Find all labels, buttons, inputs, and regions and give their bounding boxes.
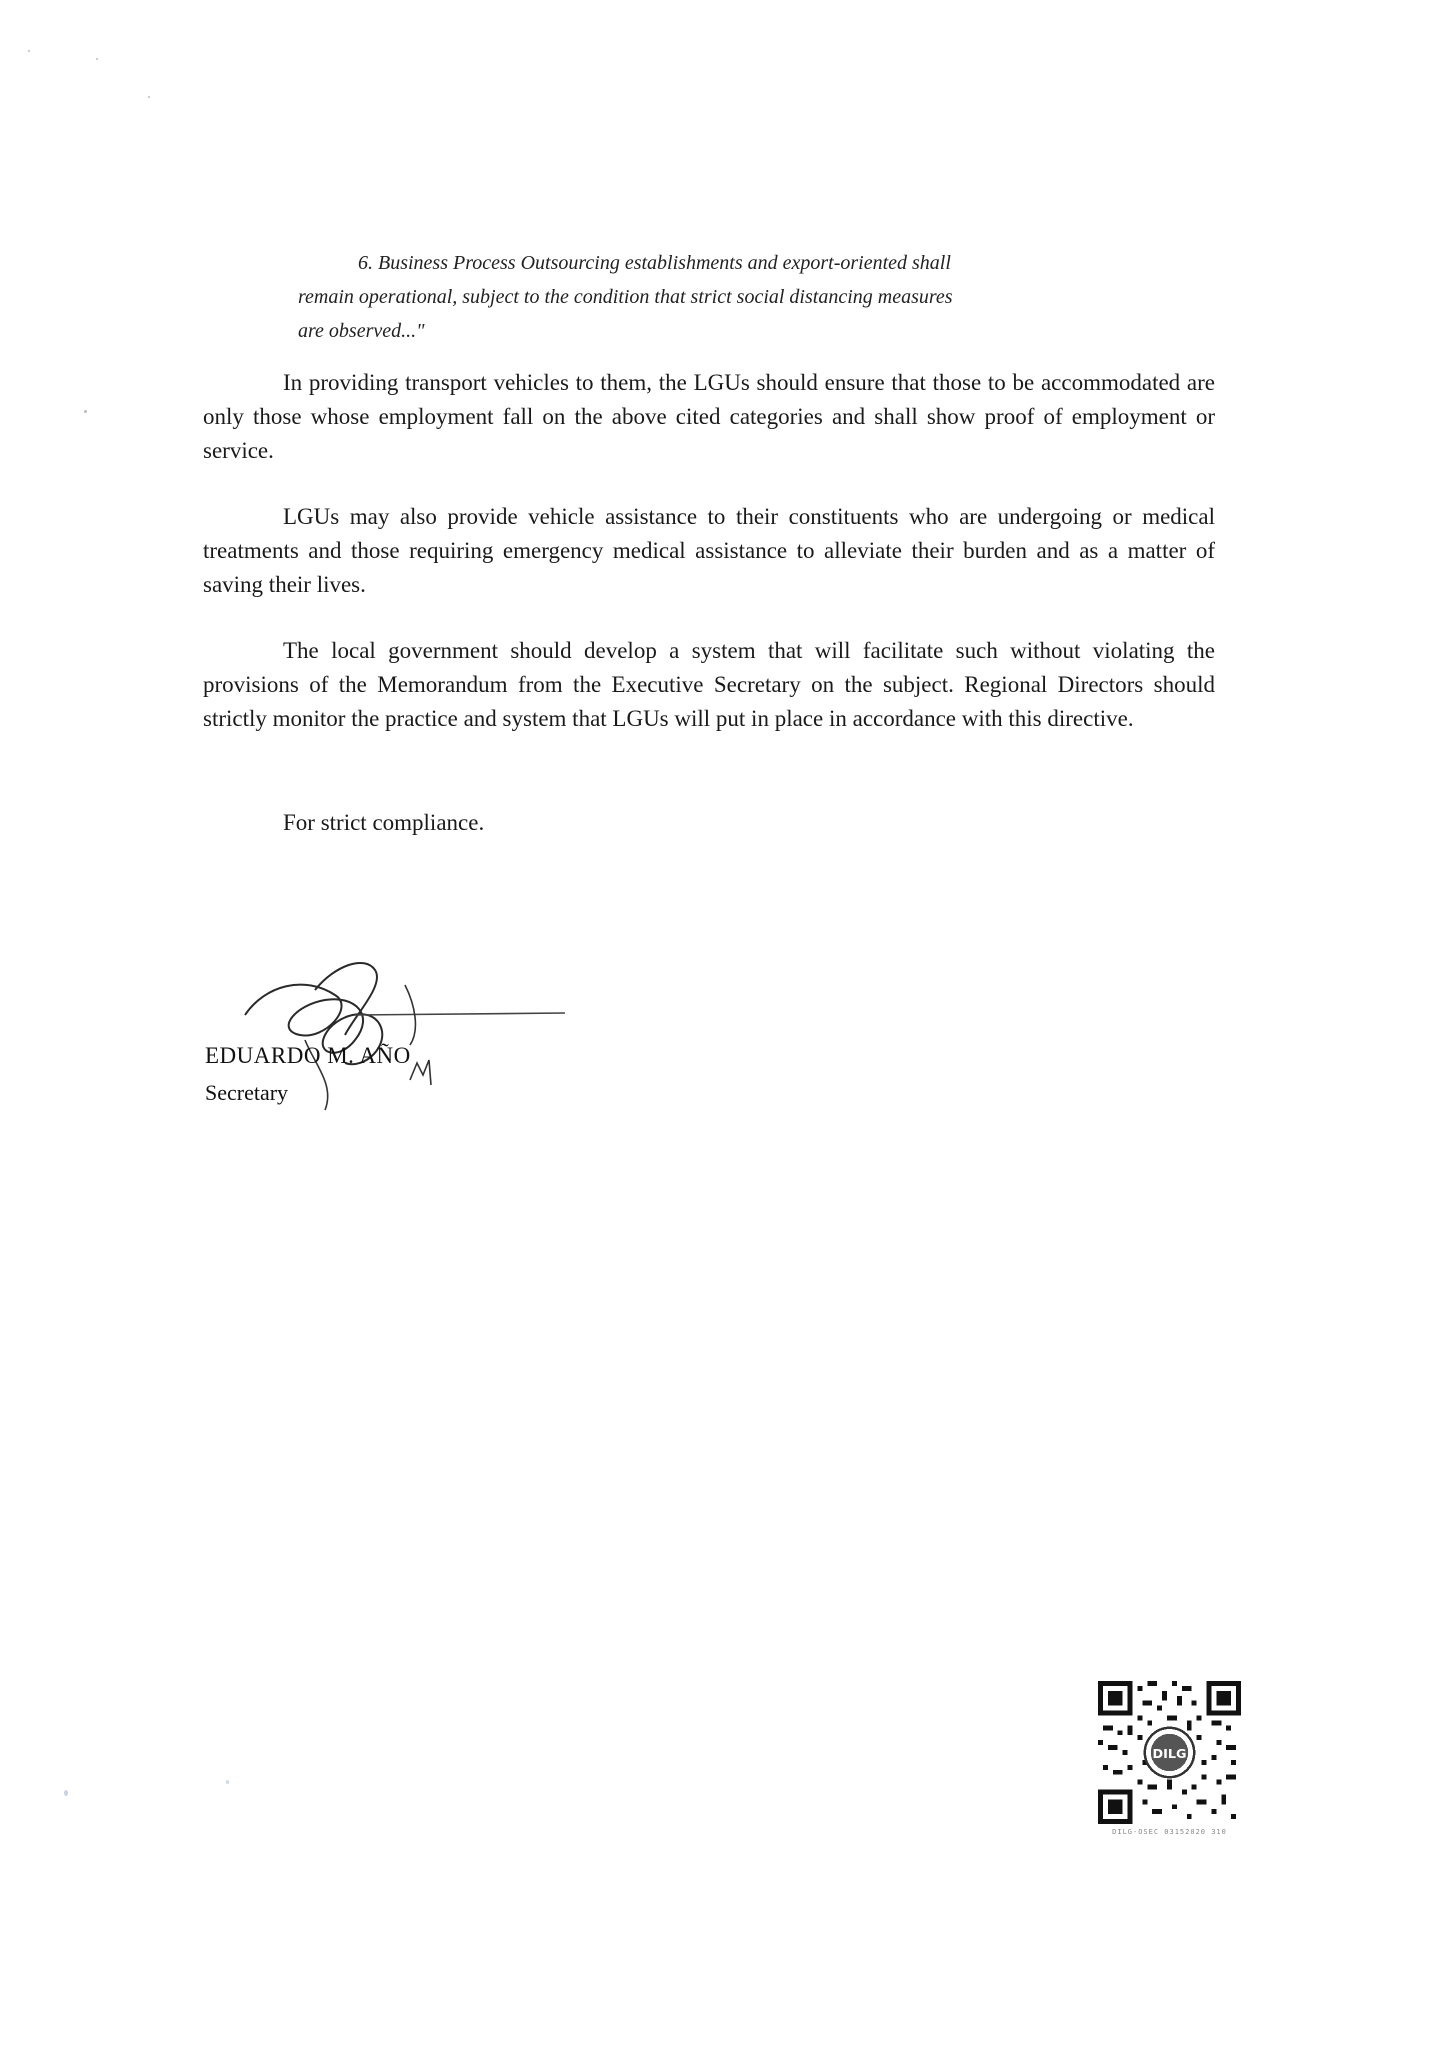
paragraph-text: The local government should develop a system that will facilitate such without violating the provisions of the Memorandum from the Executive Secretary on the subject. Regional Directors should strictly monitor the practice and system that LGUs will put in place in accordance with this directive. bbox=[203, 638, 1215, 731]
scan-speck bbox=[64, 1790, 68, 1796]
paragraph-text: In providing transport vehicles to them, the LGUs should ensure that those to be accommodated are only those whose employment fall on the above cited categories and shall show proof of employment or service. bbox=[203, 370, 1215, 463]
scan-speck bbox=[148, 96, 150, 98]
paragraph bbox=[203, 500, 1215, 602]
qr-logo-text: DILG bbox=[1152, 1746, 1187, 1762]
qr-code bbox=[1098, 1681, 1241, 1824]
paragraph bbox=[203, 366, 1215, 468]
qr-caption: DILG-OSEC 03152020 310 bbox=[1112, 1828, 1227, 1836]
closing-line: For strict compliance. bbox=[283, 810, 485, 835]
signatory-title: Secretary bbox=[205, 1080, 289, 1105]
scan-speck bbox=[226, 1780, 229, 1784]
scan-speck bbox=[28, 50, 30, 52]
scan-speck bbox=[96, 58, 98, 60]
quote-line: 6. Business Process Outsourcing establishments and export-oriented shall bbox=[358, 252, 951, 274]
quoted-excerpt bbox=[298, 246, 1078, 348]
quote-line: remain operational, subject to the condition that strict social distancing measures bbox=[298, 286, 953, 308]
quote-line: are observed..." bbox=[298, 320, 425, 342]
paragraph bbox=[203, 634, 1215, 736]
signatory-name: EDUARDO M. AÑO bbox=[205, 1043, 411, 1068]
scan-speck bbox=[84, 410, 87, 413]
paragraph-text: LGUs may also provide vehicle assistance to their constituents who are undergoing or medical treatments and those requiring emergency medical assistance to alleviate their burden and as a matter of saving their lives. bbox=[203, 504, 1215, 597]
